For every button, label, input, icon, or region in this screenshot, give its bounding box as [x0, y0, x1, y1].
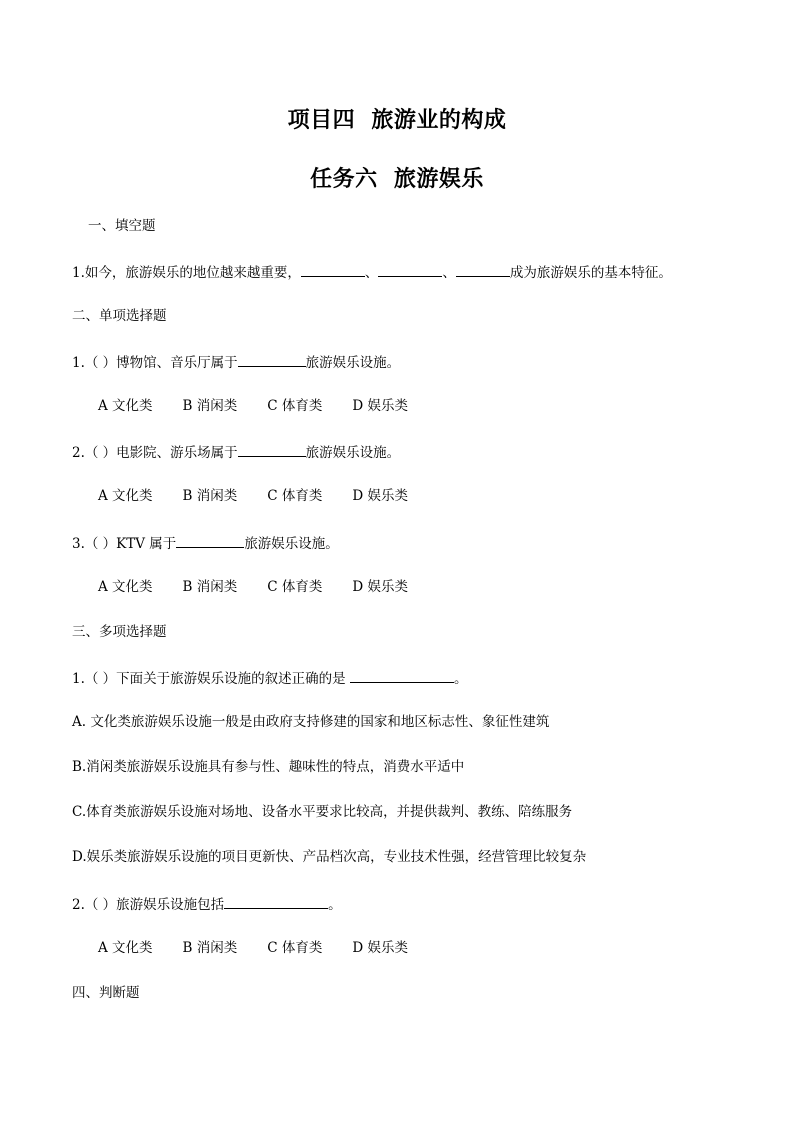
- question-text: 。: [453, 671, 468, 687]
- document-subtitle: 任务六 旅游娱乐: [310, 167, 484, 192]
- statement-a: A. 文化类旅游娱乐设施一般是由政府支持修建的国家和地区标志性、象征性建筑: [72, 714, 550, 730]
- option-b[interactable]: B 消闲类: [182, 940, 238, 956]
- question-text: 。: [328, 897, 342, 913]
- answer-blank[interactable]: [238, 442, 306, 457]
- question-text: 旅游娱乐设施。: [244, 536, 339, 552]
- question-text: 成为旅游娱乐的基本特征。: [509, 265, 672, 281]
- option-a[interactable]: A 文化类: [98, 398, 153, 414]
- option-a[interactable]: A 文化类: [98, 579, 153, 595]
- section-heading-single-choice: 二、单项选择题: [72, 308, 167, 324]
- answer-options: [98, 939, 438, 957]
- question-text: 2.（ ）电影院、游乐场属于: [72, 445, 238, 461]
- answer-options: [98, 487, 438, 505]
- fill-in-question-1: [72, 262, 672, 282]
- question-text: 3.（ ）KTV 属于: [72, 536, 177, 552]
- answer-blank[interactable]: [238, 352, 306, 367]
- option-d[interactable]: D 娱乐类: [352, 579, 409, 595]
- option-c[interactable]: C 体育类: [267, 579, 323, 595]
- option-a[interactable]: A 文化类: [98, 940, 153, 956]
- answer-blank[interactable]: [176, 533, 244, 548]
- answer-options: [98, 397, 438, 415]
- question-text: 1.如今，旅游娱乐的地位越来越重要，: [72, 265, 301, 281]
- question-text: 2.（ ）旅游娱乐设施包括: [72, 897, 225, 913]
- answer-blank[interactable]: [350, 668, 454, 683]
- statement-c: C.体育类旅游娱乐设施对场地、设备水平要求比较高，并提供裁判、教练、陪练服务: [72, 804, 573, 820]
- separator: 、: [364, 265, 379, 281]
- option-d[interactable]: D 娱乐类: [352, 940, 409, 956]
- section-heading-fill-in: 一、填空题: [88, 218, 156, 234]
- document-title: 项目四 旅游业的构成: [287, 108, 507, 133]
- option-b[interactable]: B 消闲类: [182, 398, 238, 414]
- option-b[interactable]: B 消闲类: [182, 488, 238, 504]
- option-c[interactable]: C 体育类: [267, 398, 323, 414]
- option-c[interactable]: C 体育类: [267, 940, 323, 956]
- answer-blank[interactable]: [378, 262, 442, 277]
- section-heading-true-false: 四、判断题: [72, 985, 140, 1001]
- answer-options: [98, 578, 438, 596]
- section-heading-multiple-choice: 三、多项选择题: [72, 624, 167, 640]
- option-d[interactable]: D 娱乐类: [352, 398, 409, 414]
- separator: 、: [442, 265, 456, 281]
- question-text: 1.（ ）博物馆、音乐厅属于: [72, 355, 238, 371]
- option-c[interactable]: C 体育类: [267, 488, 323, 504]
- answer-blank[interactable]: [224, 894, 328, 909]
- question-text: 旅游娱乐设施。: [305, 445, 401, 461]
- option-a[interactable]: A 文化类: [98, 488, 153, 504]
- answer-blank[interactable]: [301, 262, 365, 277]
- multiple-choice-question-1: [72, 668, 467, 688]
- single-choice-question-3: [72, 533, 339, 553]
- option-d[interactable]: D 娱乐类: [352, 488, 409, 504]
- option-b[interactable]: B 消闲类: [182, 579, 238, 595]
- single-choice-question-2: [72, 442, 400, 462]
- multiple-choice-question-2: [72, 894, 342, 914]
- statement-b: B.消闲类旅游娱乐设施具有参与性、趣味性的特点，消费水平适中: [72, 759, 465, 775]
- single-choice-question-1: [72, 352, 400, 372]
- question-text: 1.（ ）下面关于旅游娱乐设施的叙述正确的是: [72, 671, 350, 687]
- question-text: 旅游娱乐设施。: [305, 355, 401, 371]
- statement-d: D.娱乐类旅游娱乐设施的项目更新快、产品档次高，专业技术性强，经营管理比较复杂: [72, 849, 587, 865]
- answer-blank[interactable]: [456, 262, 510, 277]
